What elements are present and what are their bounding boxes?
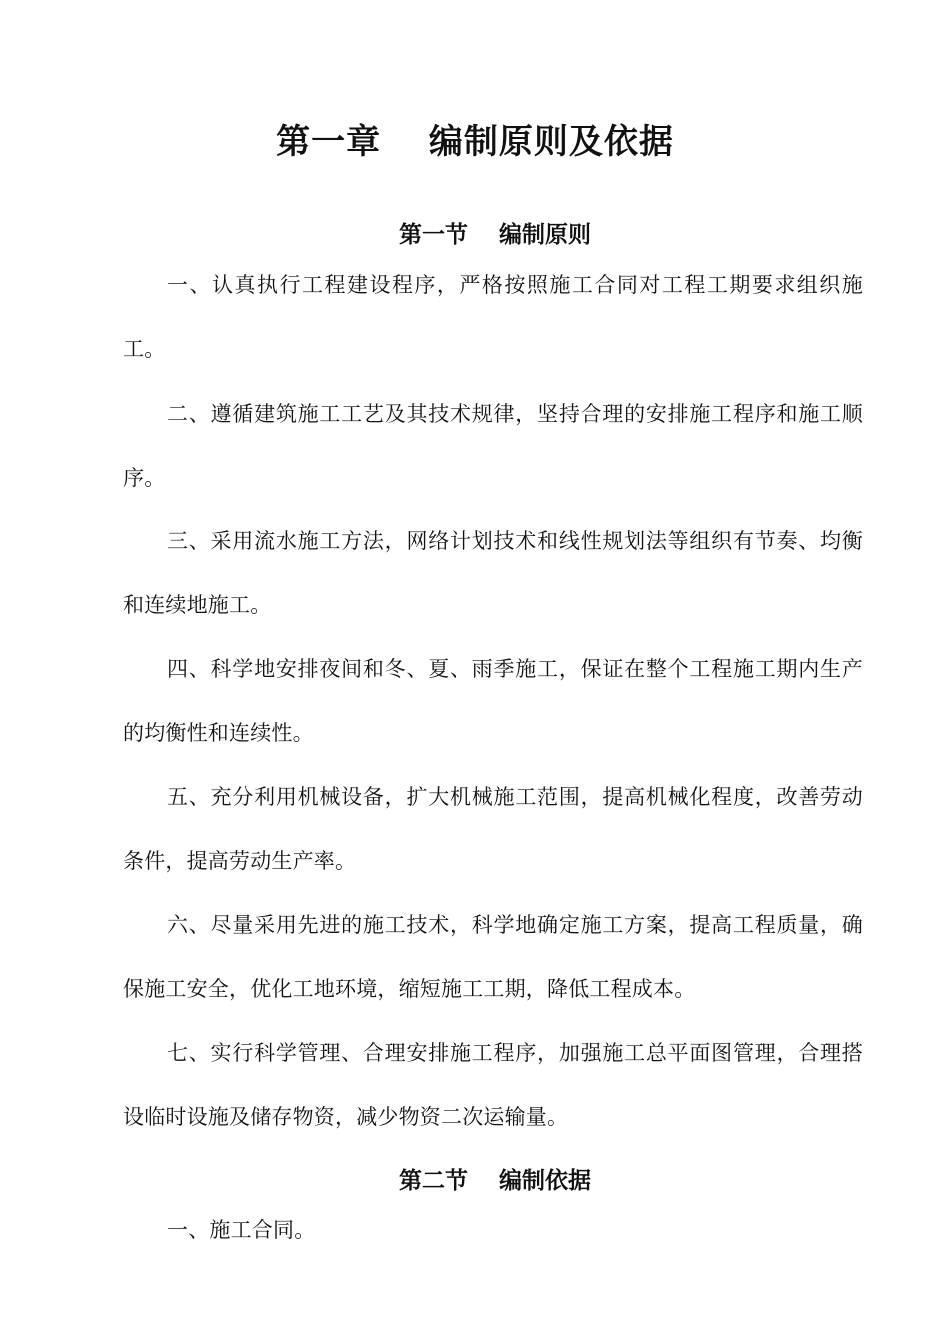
basis-paragraph-1: 一、施工合同。 <box>167 1218 316 1242</box>
chapter-title: 第一章 编制原则及依据 <box>276 122 674 162</box>
principle-paragraph-6: 六、尽量采用先进的施工技术，科学地确定施工方案，提高工程质量，确保施工安全，优化工地环境，缩短施工工期，降低工程成本。 <box>123 913 863 1001</box>
section-title-principles: 第一节 编制原则 <box>398 221 591 248</box>
principle-paragraph-5: 五、充分利用机械设备，扩大机械施工范围，提高机械化程度，改善劳动条件，提高劳动生产率。 <box>123 785 863 873</box>
principle-paragraph-1: 一、认真执行工程建设程序，严格按照施工合同对工程工期要求组织施工。 <box>123 273 863 361</box>
principle-paragraph-4: 四、科学地安排夜间和冬、夏、雨季施工，保证在整个工程施工期内生产的均衡性和连续性。 <box>123 657 863 745</box>
section-title-basis: 第二节 编制依据 <box>398 1167 591 1194</box>
principle-paragraph-3: 三、采用流水施工方法，网络计划技术和线性规划法等组织有节奏、均衡和连续地施工。 <box>123 529 863 617</box>
principle-paragraph-7: 七、实行科学管理、合理安排施工程序，加强施工总平面图管理，合理搭设临时设施及储存物资，减少物资二次运输量。 <box>123 1041 863 1129</box>
principle-paragraph-2: 二、遵循建筑施工工艺及其技术规律，坚持合理的安排施工程序和施工顺序。 <box>123 402 863 490</box>
